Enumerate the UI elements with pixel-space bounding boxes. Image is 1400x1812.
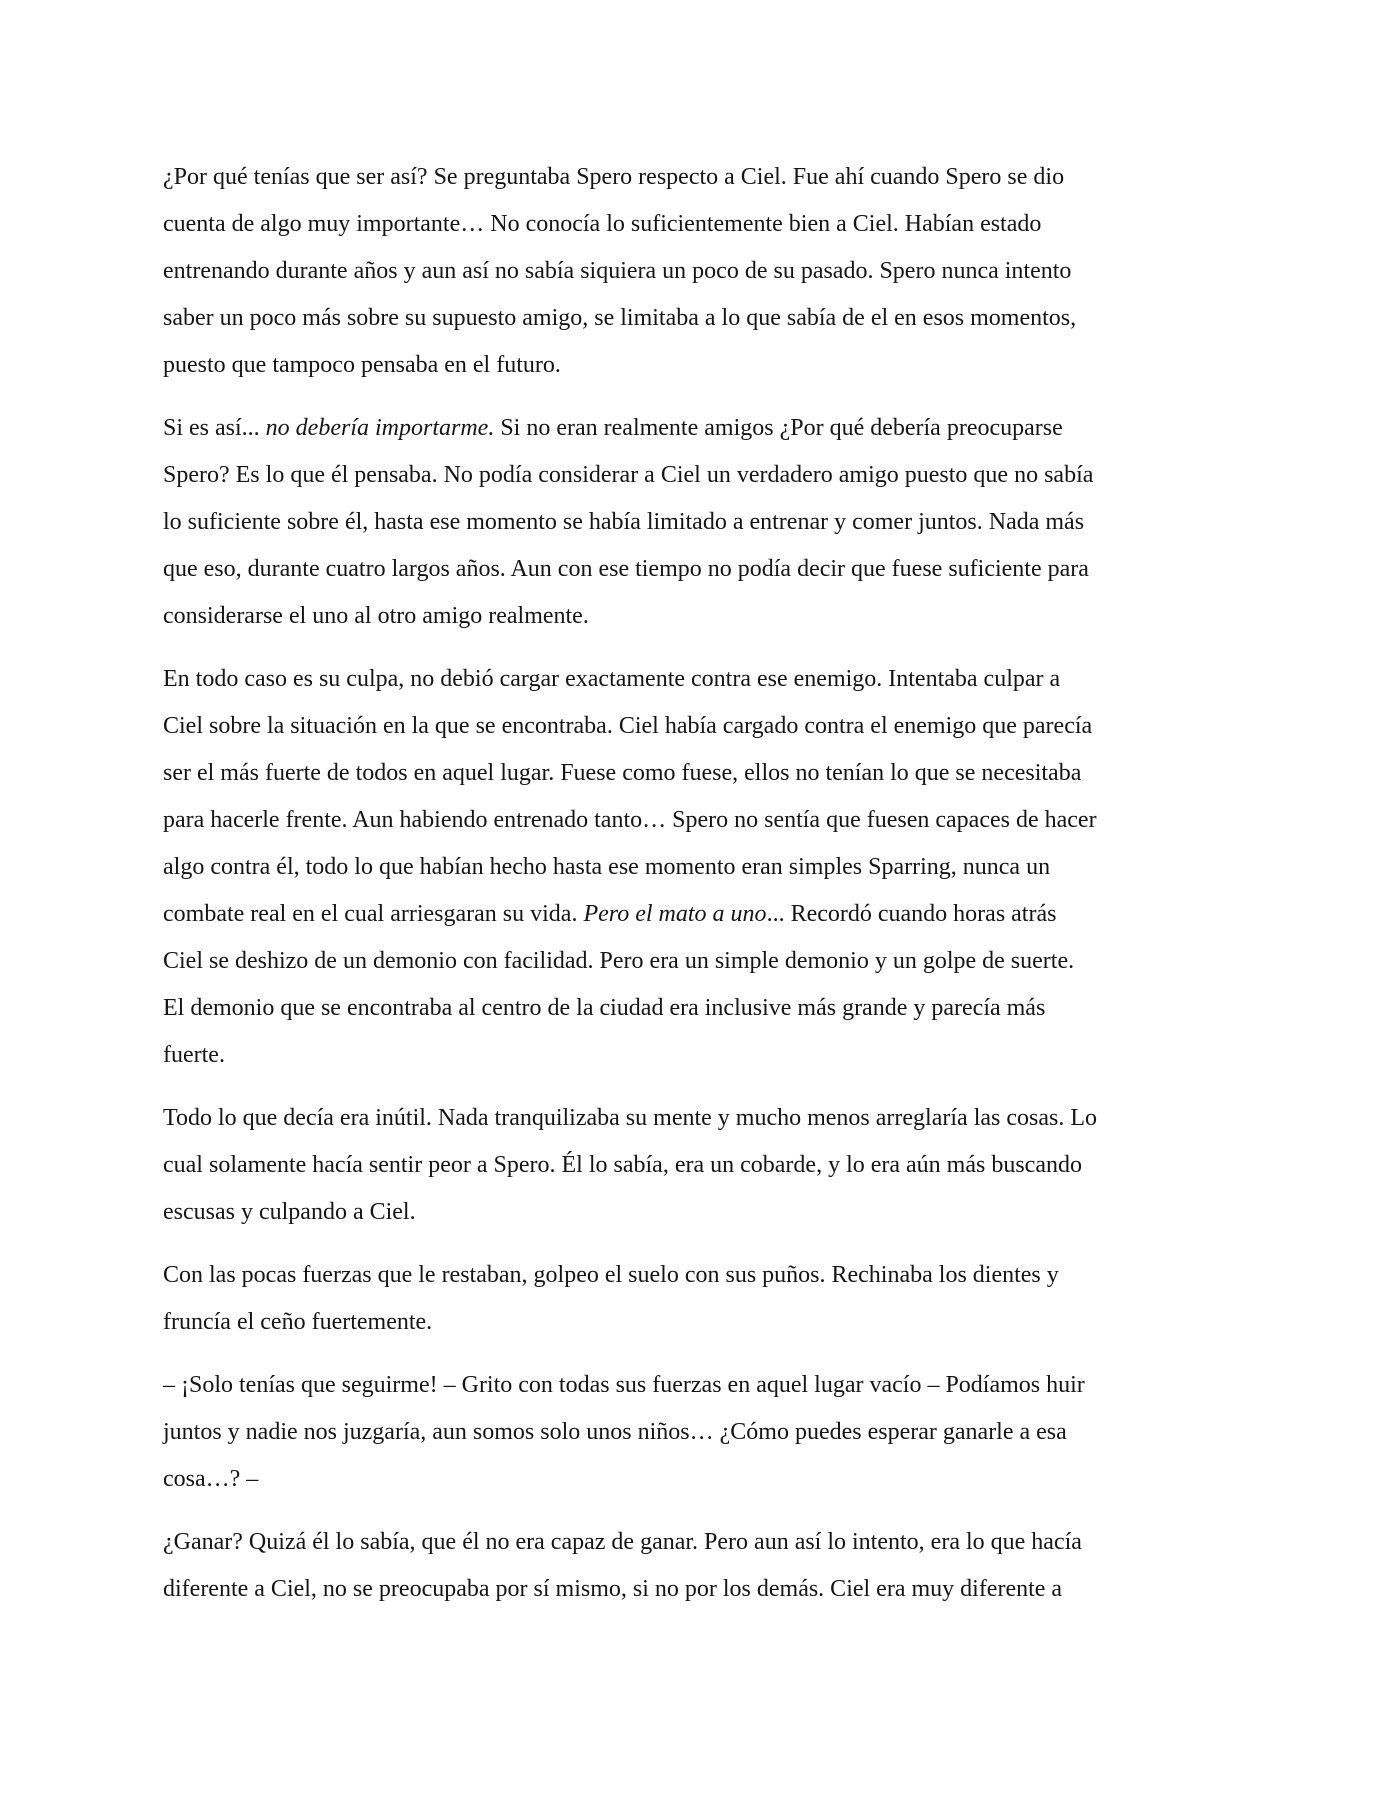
text-line (163, 750, 1238, 797)
text-segment: fuerte. (163, 1042, 225, 1068)
text-segment: ... Recordó cuando horas atrás (766, 901, 1057, 927)
text-segment: juntos y nadie nos juzgaría, aun somos solo unos niños… ¿Cómo puedes esperar ganarle a esa (163, 1419, 1067, 1445)
text-segment: Ciel sobre la situación en la que se encontraba. Ciel había cargado contra el enemigo que parecía (163, 713, 1093, 739)
text-line (163, 891, 1238, 938)
text-line (163, 1252, 1238, 1299)
text-line (163, 452, 1238, 499)
text-line (163, 985, 1238, 1032)
text-segment: Spero? Es lo que él pensaba. No podía considerar a Ciel un verdadero amigo puesto que no sabía (163, 462, 1094, 488)
text-line (163, 295, 1238, 342)
paragraph (163, 405, 1238, 640)
text-line (163, 1362, 1238, 1409)
text-line (163, 1095, 1238, 1142)
text-segment: para hacerle frente. Aun habiendo entrenado tanto… Spero no sentía que fuesen capaces de hacer (163, 807, 1097, 833)
text-line (163, 248, 1238, 295)
paragraph (163, 656, 1238, 1079)
text-line (163, 1456, 1238, 1503)
text-line (163, 1189, 1238, 1236)
text-segment: ¿Por qué tenías que ser así? Se preguntaba Spero respecto a Ciel. Fue ahí cuando Spero se dio (163, 164, 1065, 190)
text-line (163, 1409, 1238, 1456)
text-line (163, 1519, 1238, 1566)
text-segment: Si es así... (163, 415, 266, 441)
text-segment: ¿Ganar? Quizá él lo sabía, que él no era capaz de ganar. Pero aun así lo intento, era lo que hacía (163, 1529, 1082, 1555)
text-segment: cual solamente hacía sentir peor a Spero. Él lo sabía, era un cobarde, y lo era aún más buscando (163, 1152, 1082, 1178)
paragraph (163, 1095, 1238, 1236)
text-line (163, 154, 1238, 201)
text-line (163, 938, 1238, 985)
text-line (163, 546, 1238, 593)
text-segment: algo contra él, todo lo que habían hecho hasta ese momento eran simples Sparring, nunca un (163, 854, 1051, 880)
text-segment: combate real en el cual arriesgaran su vida. (163, 901, 584, 927)
text-segment: entrenando durante años y aun así no sabía siquiera un poco de su pasado. Spero nunca intento (163, 258, 1072, 284)
text-segment: ser el más fuerte de todos en aquel lugar. Fuese como fuese, ellos no tenían lo que se necesitaba (163, 760, 1082, 786)
text-segment: considerarse el uno al otro amigo realmente. (163, 603, 589, 629)
text-line (163, 405, 1238, 452)
paragraph (163, 1519, 1238, 1613)
text-segment: El demonio que se encontraba al centro de la ciudad era inclusive más grande y parecía más (163, 995, 1046, 1021)
text-segment: En todo caso es su culpa, no debió cargar exactamente contra ese enemigo. Intentaba culpar a (163, 666, 1061, 692)
text-line (163, 844, 1238, 891)
text-segment: Si no eran realmente amigos ¿Por qué debería preocuparse (494, 415, 1063, 441)
paragraph (163, 1252, 1238, 1346)
italic-text: no debería importarme. (265, 415, 495, 441)
text-segment: puesto que tampoco pensaba en el futuro. (163, 352, 561, 378)
text-line (163, 703, 1238, 750)
text-line (163, 797, 1238, 844)
text-line (163, 342, 1238, 389)
text-line (163, 201, 1238, 248)
text-line (163, 593, 1238, 640)
text-line (163, 499, 1238, 546)
paragraph (163, 154, 1238, 389)
text-segment: diferente a Ciel, no se preocupaba por sí mismo, si no por los demás. Ciel era muy diferente a (163, 1576, 1063, 1602)
text-segment: Con las pocas fuerzas que le restaban, golpeo el suelo con sus puños. Rechinaba los dientes y (163, 1262, 1059, 1288)
text-segment: cuenta de algo muy importante… No conocía lo suficientemente bien a Ciel. Habían estado (163, 211, 1042, 237)
text-segment: – ¡Solo tenías que seguirme! – Grito con todas sus fuerzas en aquel lugar vacío – Podíamos huir (163, 1372, 1085, 1398)
text-segment: cosa…? – (163, 1466, 259, 1492)
text-segment: escusas y culpando a Ciel. (163, 1199, 416, 1225)
text-segment: lo suficiente sobre él, hasta ese momento se había limitado a entrenar y comer juntos. Nada más (163, 509, 1085, 535)
text-line (163, 1142, 1238, 1189)
text-segment: que eso, durante cuatro largos años. Aun con ese tiempo no podía decir que fuese suficiente para (163, 556, 1089, 582)
text-line (163, 1566, 1238, 1613)
document-body (163, 154, 1238, 1629)
text-segment: fruncía el ceño fuertemente. (163, 1309, 433, 1335)
italic-text: Pero el mato a uno (583, 901, 767, 927)
text-line (163, 656, 1238, 703)
text-segment: Todo lo que decía era inútil. Nada tranquilizaba su mente y mucho menos arreglaría las cosas. Lo (163, 1105, 1097, 1131)
text-segment: saber un poco más sobre su supuesto amigo, se limitaba a lo que sabía de el en esos momentos, (163, 305, 1077, 331)
text-segment: Ciel se deshizo de un demonio con facilidad. Pero era un simple demonio y un golpe de suerte. (163, 948, 1075, 974)
text-line (163, 1299, 1238, 1346)
paragraph (163, 1362, 1238, 1503)
text-line (163, 1032, 1238, 1079)
